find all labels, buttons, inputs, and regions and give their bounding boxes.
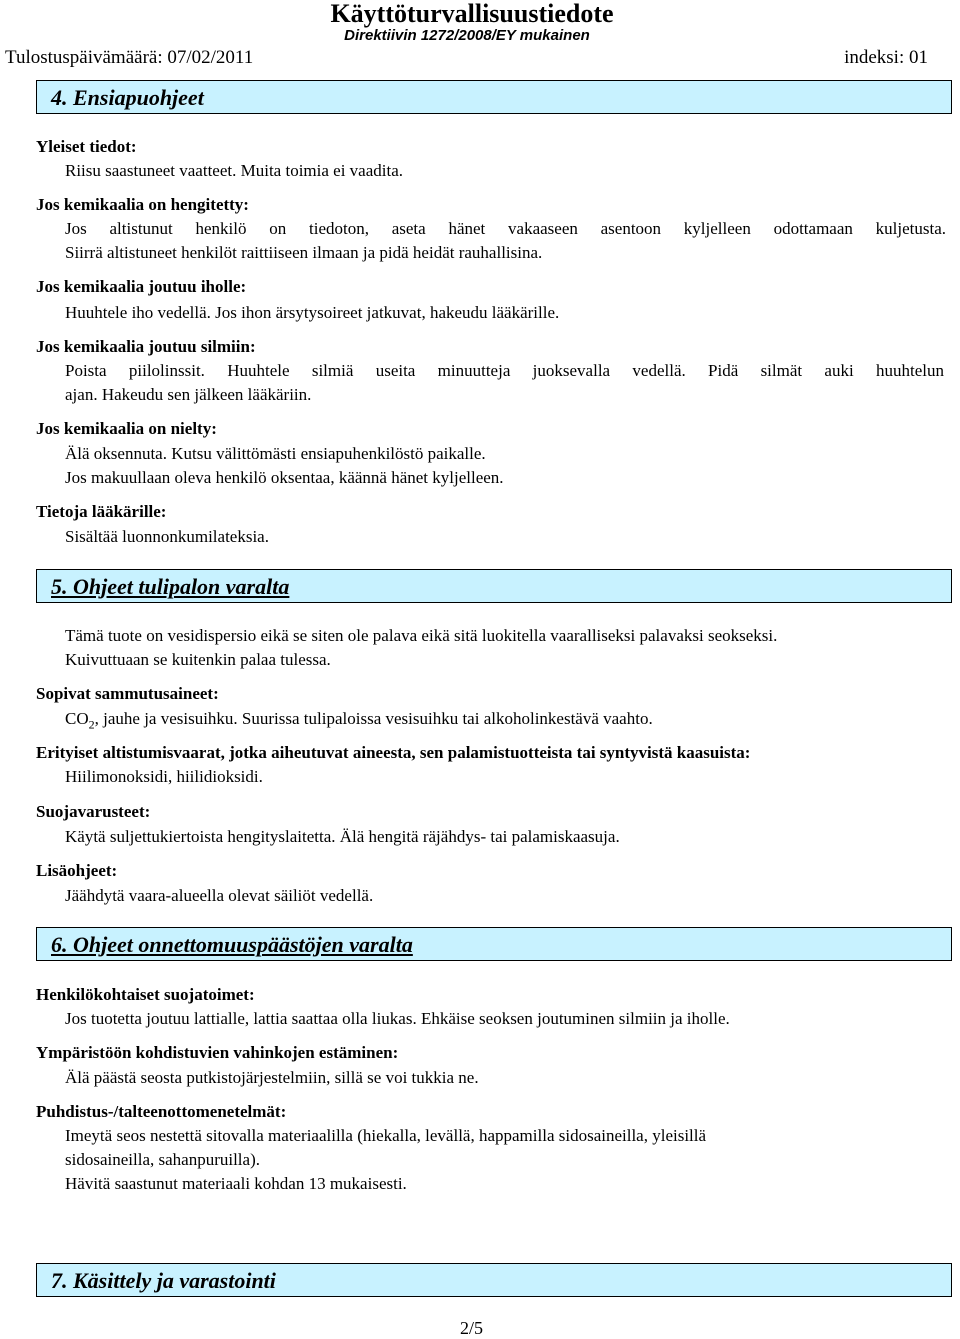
environmental-precautions-label: Ympäristöön kohdistuvien vahinkojen estäminen:	[36, 1043, 399, 1062]
inhaled-label: Jos kemikaalia on hengitetty:	[36, 195, 249, 214]
section-6-title: 6. Ohjeet onnettomuuspäästöjen varalta	[51, 932, 413, 957]
swallowed-text-2: Jos makuullaan oleva henkilö oksentaa, käännä hänet kyljelleen.	[65, 468, 504, 487]
inhaled-text-1: Jos altistunut henkilö on tiedoton, aseta hänet vakaaseen asentoon kyljelleen odottamaan kuljetusta.	[65, 219, 946, 238]
swallowed-label: Jos kemikaalia on nielty:	[36, 419, 217, 438]
general-info-text: Riisu saastuneet vaatteet. Muita toimia ei vaadita.	[65, 161, 404, 180]
special-hazards-text: Hiilimonoksidi, hiilidioksidi.	[65, 767, 263, 786]
doctor-info-text: Sisältää luonnonkumilateksia.	[65, 527, 269, 546]
environmental-precautions-text: Älä päästä seosta putkistojärjestelmiin, sillä se voi tukkia ne.	[65, 1068, 479, 1087]
section-4-header	[36, 80, 952, 114]
general-info-label: Yleiset tiedot:	[36, 137, 137, 156]
personal-precautions-label: Henkilökohtaiset suojatoimet:	[36, 985, 255, 1004]
index-number: indeksi: 01	[844, 47, 928, 68]
additional-instructions-label: Lisäohjeet:	[36, 861, 118, 880]
additional-instructions-text: Jäähdytä vaara-alueella olevat säiliöt vedellä.	[65, 886, 374, 905]
special-hazards-label: Erityiset altistumisvaarat, jotka aiheutuvat aineesta, sen palamistuotteista tai syntyvistä kaasuista:	[36, 743, 751, 762]
page-number: 2/5	[460, 1318, 484, 1338]
section-7-title: 7. Käsittely ja varastointi	[51, 1268, 276, 1293]
eyes-text-2: ajan. Hakeudu sen jälkeen lääkäriin.	[65, 385, 312, 404]
fire-intro-text-1: Tämä tuote on vesidispersio eikä se siten ole palava eikä sitä luokitella vaaralliseksi palavaksi seokseksi.	[65, 626, 778, 645]
section-4-title: 4. Ensiapuohjeet	[51, 85, 204, 110]
document-title: Käyttöturvallisuustiedote	[330, 0, 614, 28]
extinguishing-media-label: Sopivat sammutusaineet:	[36, 684, 219, 703]
document-subtitle: Direktiivin 1272/2008/EY mukainen	[344, 27, 590, 44]
section-5-header	[36, 569, 952, 603]
cleanup-methods-label: Puhdistus-/talteenottomenetelmät:	[36, 1102, 287, 1121]
fire-intro-text-2: Kuivuttuaan se kuitenkin palaa tulessa.	[65, 650, 331, 669]
eyes-label: Jos kemikaalia joutuu silmiin:	[36, 337, 256, 356]
section-5-title: 5. Ohjeet tulipalon varalta	[51, 574, 290, 599]
inhaled-text-2: Siirrä altistuneet henkilöt raittiiseen ilmaan ja pidä heidät rauhallisina.	[65, 243, 543, 262]
protective-equipment-text: Käytä suljettukiertoista hengityslaitetta. Älä hengitä räjähdys- tai palamiskaasuja.	[65, 827, 620, 846]
extinguishing-media-text	[65, 709, 653, 732]
section-6-header	[36, 927, 952, 961]
doctor-info-label: Tietoja lääkärille:	[36, 502, 167, 521]
swallowed-text-1: Älä oksennuta. Kutsu välittömästi ensiapuhenkilöstö paikalle.	[65, 444, 486, 463]
cleanup-methods-text-2: sidosaineilla, sahanpuruilla).	[65, 1150, 260, 1169]
cleanup-methods-text-1: Imeytä seos nestettä sitovalla materiaalilla (hiekalla, levällä, happamilla sidosaineilla, yleisillä	[65, 1126, 707, 1145]
personal-precautions-text: Jos tuotetta joutuu lattialle, lattia saattaa olla liukas. Ehkäise seoksen joutuminen silmiin ja iholle.	[65, 1009, 730, 1028]
protective-equipment-label: Suojavarusteet:	[36, 802, 151, 821]
cleanup-methods-text-3: Hävitä saastunut materiaali kohdan 13 mukaisesti.	[65, 1174, 407, 1193]
section-7-header	[36, 1263, 952, 1297]
skin-text: Huuhtele iho vedellä. Jos ihon ärsytysoireet jatkuvat, hakeudu lääkärille.	[65, 303, 560, 322]
extinguishing-media-rest: , jauhe ja vesisuihku. Suurissa tulipaloissa vesisuihku tai alkoholinkestävä vaahto.	[94, 709, 653, 728]
co2-formula: CO	[65, 709, 89, 728]
print-date: Tulostuspäivämäärä: 07/02/2011	[5, 47, 254, 68]
eyes-text-1: Poista piilolinssit. Huuhtele silmiä useita minuutteja juoksevalla vedellä. Pidä silmät auki huuhtelun	[65, 361, 944, 380]
skin-label: Jos kemikaalia joutuu iholle:	[36, 277, 247, 296]
co2-subscript: 2	[88, 717, 95, 732]
